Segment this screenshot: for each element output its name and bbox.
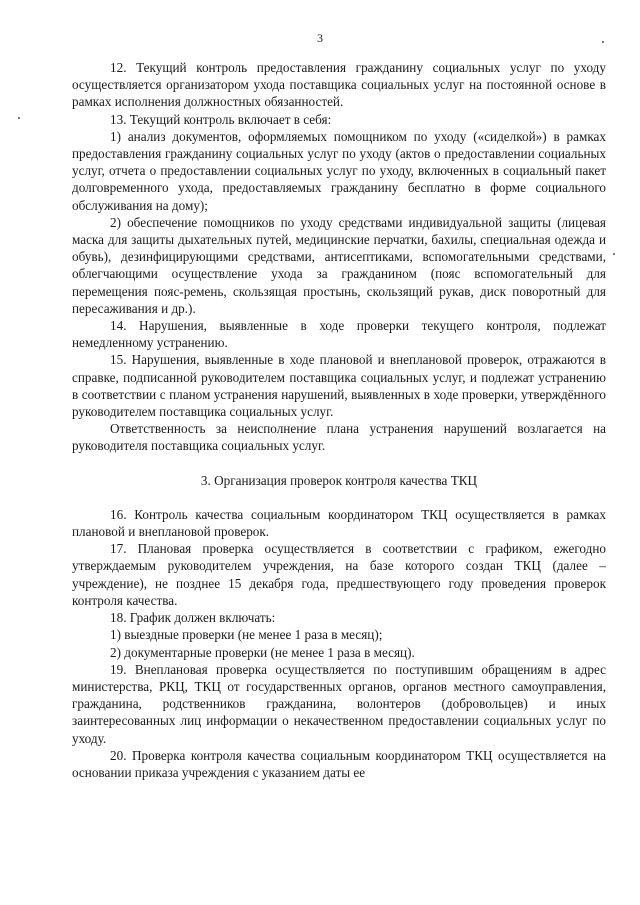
paragraph-responsibility: Ответственность за неисполнение плана устранения нарушений возлагается на руководителя поставщика социальных услуг. [72,421,606,454]
paragraph-12: 12. Текущий контроль предоставления гражданину социальных услуг по уходу осуществляется организатором ухода поставщика социальных услуг на постоянной основе в рамках исполнения должностных обязанностей. [72,60,606,110]
paragraph-20: 20. Проверка контроля качества социальным координатором ТКЦ осуществляется на основании приказа учреждения с указанием даты ее [72,747,606,780]
paragraph-14: 14. Нарушения, выявленные в ходе проверки текущего контроля, подлежат немедленному устранению. [72,318,606,351]
paragraph-18-item-1: 1) выездные проверки (не менее 1 раза в месяц); [110,627,383,643]
document-body [72,59,606,781]
paragraph-18: 18. График должен включать: [110,610,276,626]
page-number: 3 [317,31,323,45]
scan-speck [602,41,604,43]
paragraph-17: 17. Плановая проверка осуществляется в соответствии с графиком, ежегодно утверждаемым руководителем учреждения, на базе которого создан ТКЦ (далее – учреждение), не позднее 15 декабря года, предшествующего году проведения проверок контроля качества. [72,541,606,608]
scan-speck [18,117,20,119]
paragraph-16: 16. Контроль качества социальным координатором ТКЦ осуществляется в рамках плановой и внеплановой проверок. [72,506,606,540]
scan-speck [613,253,615,255]
paragraph-15: 15. Нарушения, выявленные в ходе плановой и внеплановой проверок, отражаются в справке, подписанной руководителем поставщика социальных услуг, и подлежат устранению в соответствии с планом устранения нарушений, выявленных в ходе проверки, утверждённого руководителем поставщика социальных услуг. [72,352,606,420]
paragraph-19: 19. Внеплановая проверка осуществляется по поступившим обращениям в адрес министерства, РКЦ, ТКЦ от государственных органов, органов местного самоуправления, гражданина, родственников гражданина, волонтеров (добровольцев) и иных заинтересованных лиц информации о некачественном предоставлении социальных услуг по уходу. [72,661,606,746]
paragraph-18-item-2: 2) документарные проверки (не менее 1 раза в месяц). [110,644,415,660]
section-heading: 3. Организация проверок контроля качества ТКЦ [200,472,478,488]
paragraph-13-item-2: 2) обеспечение помощников по уходу средствами индивидуальной защиты (лицевая маска для защиты дыхательных путей, медицинские перчатки, бахилы, специальная одежда и обувь), дезинфицирующими средствами, антисептиками, вспомогательными средствами, облегчающими осуществление ухода за гражданином (пояс вспомогательный для перемещения пояс-ремень, скользящая простынь, скользящий рукав, диск поворотный для пересаживания и др.). [72,214,606,316]
paragraph-13-item-1: 1) анализ документов, оформляемых помощником по уходу («сиделкой») в рамках предоставления гражданину социальных услуг по уходу (актов о предоставлении социальных услуг, отчета о предоставлении социальных услуг по уходу, включенных в социальный пакет долговременного ухода, предоставляемых гражданину бесплатно в форме социального обслуживания на дому); [72,128,606,213]
paragraph-13: 13. Текущий контроль включает в себя: [110,111,332,127]
